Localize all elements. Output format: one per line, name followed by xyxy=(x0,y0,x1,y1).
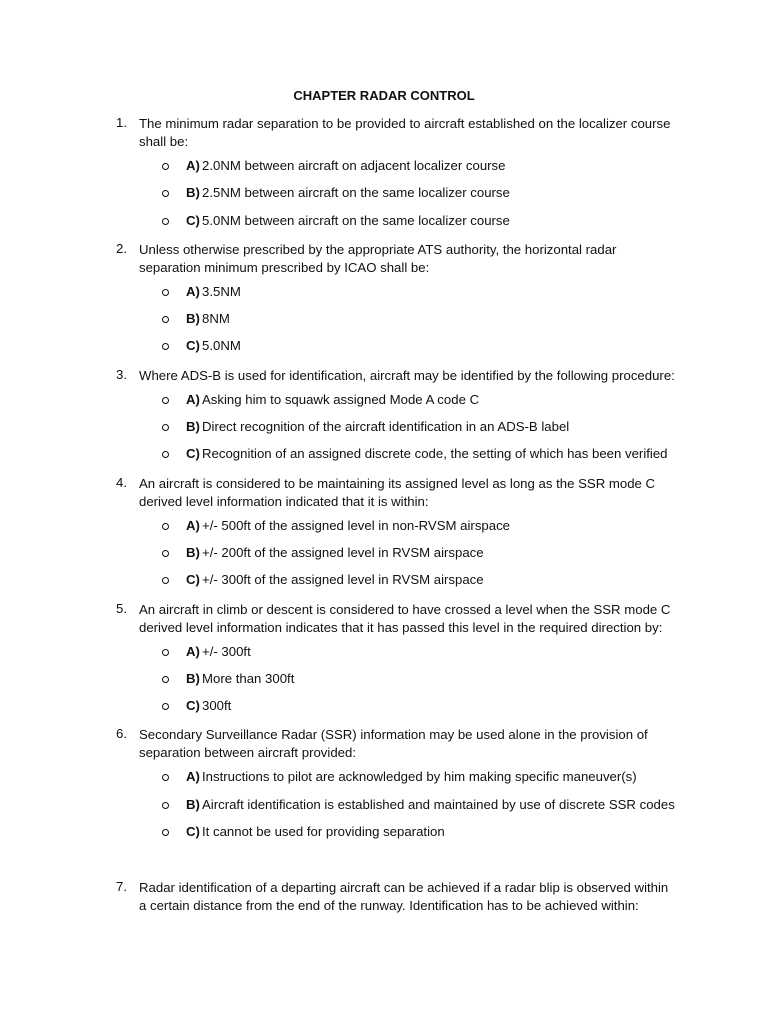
option-text: 5.0NM xyxy=(202,338,241,354)
option-text: 5.0NM between aircraft on the same localizer course xyxy=(202,212,510,228)
circle-bullet-icon xyxy=(162,343,169,350)
answer-options xyxy=(0,390,768,472)
question-text: An aircraft in climb or descent is considered to have crossed a level when the SSR mode C derived level information indicates that it has passed this level in the required direction by: xyxy=(139,601,671,635)
question-item xyxy=(0,601,768,724)
option-letter: B) xyxy=(186,311,200,327)
option-letter: B) xyxy=(186,796,200,812)
page-title: CHAPTER RADAR CONTROL xyxy=(293,88,475,103)
answer-option xyxy=(0,156,768,183)
answer-option xyxy=(0,669,768,696)
option-letter: B) xyxy=(186,544,200,560)
option-letter: A) xyxy=(186,158,200,173)
option-letter: A) xyxy=(186,391,200,407)
option-letter: C) xyxy=(186,572,200,588)
answer-option xyxy=(0,642,768,669)
question-number: 4. xyxy=(116,474,127,490)
circle-bullet-icon xyxy=(162,523,169,530)
option-letter: B) xyxy=(186,419,200,435)
question-item xyxy=(0,879,768,915)
option-text: Aircraft identification is established and maintained by use of discrete SSR codes xyxy=(202,796,675,812)
answer-options xyxy=(0,642,768,724)
answer-options xyxy=(0,767,768,849)
question-text: An aircraft is considered to be maintaining its assigned level as long as the SSR mode C derived level information indicated that it is within: xyxy=(139,475,656,509)
circle-bullet-icon xyxy=(162,424,169,431)
circle-bullet-icon xyxy=(162,163,169,170)
option-letter: A) xyxy=(186,769,200,785)
circle-bullet-icon xyxy=(162,649,169,656)
answer-option xyxy=(0,282,768,309)
circle-bullet-icon xyxy=(162,676,169,683)
option-text: Instructions to pilot are acknowledged by him making specific maneuver(s) xyxy=(202,769,637,785)
option-text: 3.5NM xyxy=(202,283,241,299)
question-text: Radar identification of a departing aircraft can be achieved if a radar blip is observed within a certain distance from the end of the runway. Identification has to be achieved within: xyxy=(139,880,669,914)
option-text: +/- 300ft xyxy=(202,643,251,659)
question-number: 1. xyxy=(116,115,127,130)
option-text: 2.5NM between aircraft on the same localizer course xyxy=(202,185,510,201)
question-list xyxy=(0,115,768,915)
option-text: 2.0NM between aircraft on adjacent localizer course xyxy=(202,158,506,173)
option-text: Recognition of an assigned discrete code, the setting of which has been verified xyxy=(202,446,668,462)
option-text: Asking him to squawk assigned Mode A code C xyxy=(202,391,480,407)
question-number: 5. xyxy=(116,600,127,616)
answer-options xyxy=(0,156,768,238)
answer-options xyxy=(0,516,768,598)
option-text: It cannot be used for providing separation xyxy=(202,824,445,840)
question-text: The minimum radar separation to be provided to aircraft established on the localizer course shall be: xyxy=(139,116,671,149)
option-text: 8NM xyxy=(202,311,230,327)
circle-bullet-icon xyxy=(162,802,169,809)
answer-option xyxy=(0,183,768,210)
circle-bullet-icon xyxy=(162,316,169,323)
circle-bullet-icon xyxy=(162,190,169,197)
option-letter: A) xyxy=(186,283,200,299)
answer-option xyxy=(0,570,768,597)
circle-bullet-icon xyxy=(162,451,169,458)
circle-bullet-icon xyxy=(162,289,169,296)
question-text: Unless otherwise prescribed by the appropriate ATS authority, the horizontal radar separation minimum prescribed by ICAO shall be: xyxy=(139,241,617,275)
circle-bullet-icon xyxy=(162,703,169,710)
answer-option xyxy=(0,767,768,794)
question-text: Secondary Surveillance Radar (SSR) information may be used alone in the provision of separation between aircraft provided: xyxy=(139,727,648,761)
option-text: 300ft xyxy=(202,698,232,714)
circle-bullet-icon xyxy=(162,397,169,404)
answer-option xyxy=(0,390,768,417)
circle-bullet-icon xyxy=(162,550,169,557)
question-item xyxy=(0,115,768,238)
circle-bullet-icon xyxy=(162,577,169,584)
question-number: 6. xyxy=(116,726,127,742)
question-item xyxy=(0,367,768,472)
option-letter: C) xyxy=(186,338,200,354)
option-text: +/- 500ft of the assigned level in non-RVSM airspace xyxy=(202,517,511,533)
question-item xyxy=(0,475,768,598)
answer-option xyxy=(0,211,768,238)
option-text: +/- 200ft of the assigned level in RVSM airspace xyxy=(202,544,484,560)
answer-option xyxy=(0,444,768,471)
option-letter: C) xyxy=(186,446,200,462)
option-letter: B) xyxy=(186,670,200,686)
option-text: +/- 300ft of the assigned level in RVSM airspace xyxy=(202,572,484,588)
circle-bullet-icon xyxy=(162,774,169,781)
question-number: 2. xyxy=(116,240,127,256)
option-letter: B) xyxy=(186,185,200,201)
answer-option xyxy=(0,543,768,570)
question-text: Where ADS-B is used for identification, aircraft may be identified by the following procedure: xyxy=(139,367,675,383)
option-letter: C) xyxy=(186,698,200,714)
option-letter: A) xyxy=(186,517,200,533)
circle-bullet-icon xyxy=(162,218,169,225)
question-item xyxy=(0,241,768,364)
answer-option xyxy=(0,696,768,723)
answer-option xyxy=(0,795,768,822)
circle-bullet-icon xyxy=(162,829,169,836)
question-number: 7. xyxy=(116,879,127,895)
answer-options xyxy=(0,282,768,364)
answer-option xyxy=(0,336,768,363)
option-text: More than 300ft xyxy=(202,670,295,686)
question-item xyxy=(0,726,768,849)
question-number: 3. xyxy=(116,366,127,382)
answer-option xyxy=(0,417,768,444)
option-letter: A) xyxy=(186,643,200,659)
option-text: Direct recognition of the aircraft identification in an ADS-B label xyxy=(202,419,570,435)
answer-option xyxy=(0,309,768,336)
option-letter: C) xyxy=(186,824,200,840)
answer-option xyxy=(0,516,768,543)
option-letter: C) xyxy=(186,212,200,228)
answer-option xyxy=(0,822,768,849)
